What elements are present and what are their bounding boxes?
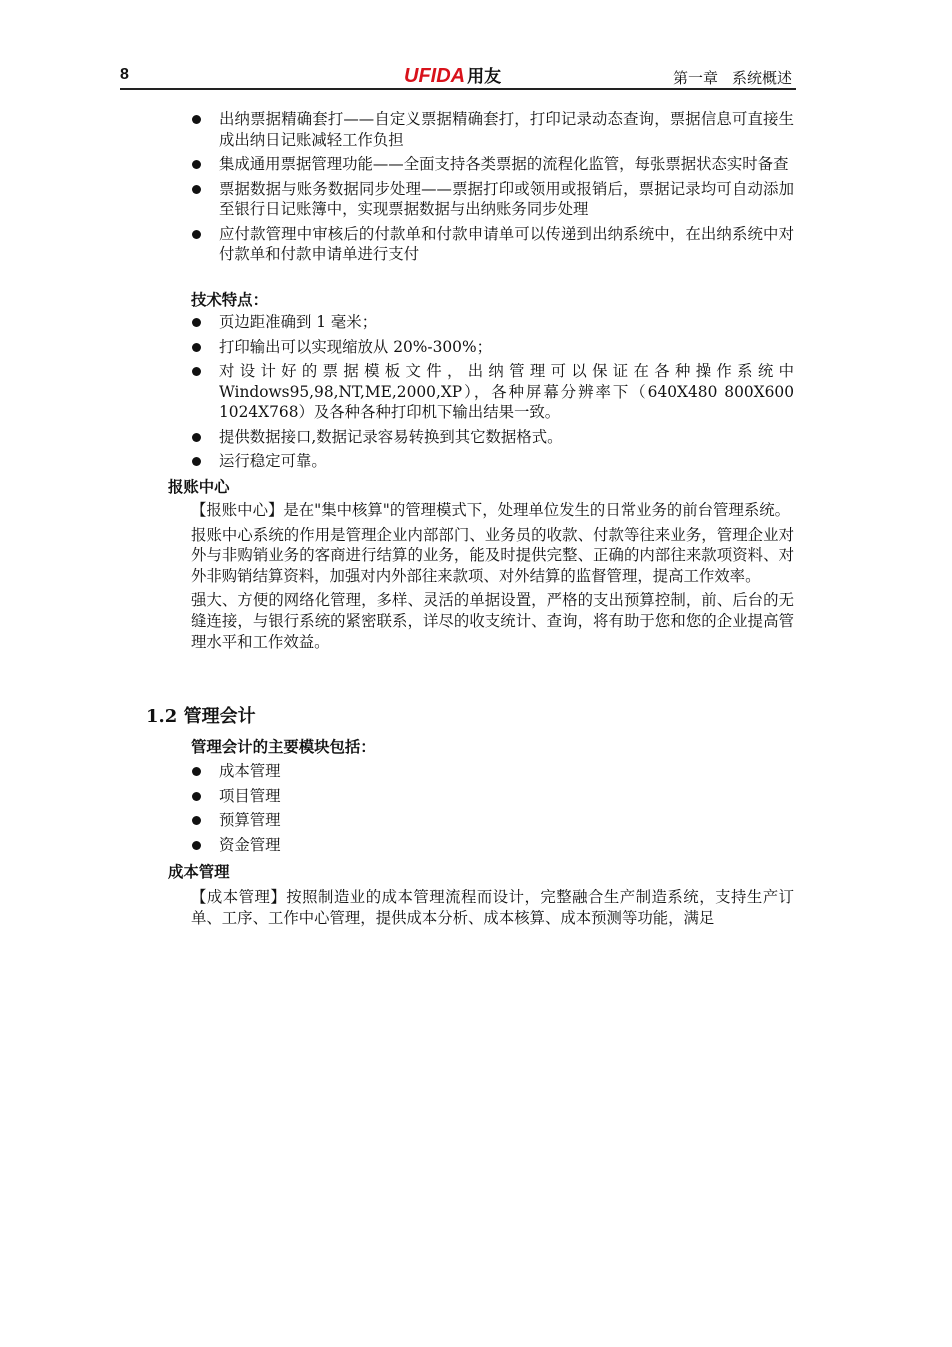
expense-center-paragraph: 【报账中心】是在"集中核算"的管理模式下，处理单位发生的日常业务的前台管理系统。 <box>191 501 791 519</box>
list-item: 资金管理 <box>0 835 794 856</box>
list-item: 票据数据与账务数据同步处理——票据打印或领用或报销后，票据记录均可自动添加至银行日记账簿中，实现票据数据与出纳账务同步处理 <box>0 179 794 220</box>
tech-block <box>0 290 952 476</box>
cost-management-block <box>0 862 952 932</box>
list-item: 对设计好的票据模板文件，出纳管理可以保证在各种操作系统中Windows95,98,NT,ME,2000,XP），各种屏幕分辨率下（640X480 800X600 1024X768）及各种各种打印机下输出结果一致。 <box>0 361 794 423</box>
cost-management-paragraph: 【成本管理】按照制造业的成本管理流程而设计，完整融合生产制造系统，支持生产订单、工序、工作中心管理，提供成本分析、成本核算、成本预测等功能，满足 <box>191 888 794 927</box>
page-number: 8 <box>120 66 129 83</box>
expense-center-paragraph: 强大、方便的网络化管理，多样、灵活的单据设置，严格的支出预算控制，前、后台的无缝连接，与银行系统的紧密联系，详尽的收支统计、查询，将有助于您和您的企业提高管理水平和工作效益。 <box>191 591 794 651</box>
module-list <box>0 761 952 855</box>
list-item: 预算管理 <box>0 810 794 831</box>
list-item: 运行稳定可靠。 <box>0 451 794 472</box>
chapter-label <box>673 67 792 88</box>
list-item: 打印输出可以实现缩放从 20%-300%； <box>0 337 794 358</box>
cost-management-heading: 成本管理 <box>168 863 230 881</box>
page-header <box>120 62 796 90</box>
expense-center-heading: 报账中心 <box>168 478 230 496</box>
expense-center-block <box>0 477 952 656</box>
chapter-number: 第一章 <box>672 69 718 87</box>
list-item: 出纳票据精确套打——自定义票据精确套打，打印记录动态查询，票据信息可直接生成出纳日记账减轻工作负担 <box>0 109 794 150</box>
logo-cn: 用友 <box>467 67 502 86</box>
expense-center-paragraph: 报账中心系统的作用是管理企业内部部门、业务员的收款、付款等往来业务，管理企业对外与非购销业务的客商进行结算的业务，能及时提供完整、正确的内部往来款项资料、对外非购销结算资料，加强对内外部往来款项、对外结算的监督管理，提高工作效率。 <box>191 525 794 585</box>
list-item: 项目管理 <box>0 786 794 807</box>
list-item: 页边距准确到 1 毫米； <box>0 312 794 333</box>
logo-brand: UFIDA <box>404 65 466 87</box>
tech-feature-list <box>0 312 952 472</box>
section-title: 1.2 管理会计 <box>146 706 256 727</box>
cashier-feature-list-block <box>0 109 952 269</box>
list-item: 应付款管理中审核后的付款单和付款申请单可以传递到出纳系统中，在出纳系统中对付款单和付款申请单进行支付 <box>0 224 794 265</box>
list-item: 集成通用票据管理功能——全面支持各类票据的流程化监管，每张票据状态实时备查 <box>0 154 794 175</box>
tech-heading: 技术特点： <box>191 291 268 309</box>
list-item: 成本管理 <box>0 761 794 782</box>
section-1-2-block <box>0 706 952 859</box>
list-item: 提供数据接口,数据记录容易转换到其它数据格式。 <box>0 427 794 448</box>
cashier-feature-list <box>0 109 952 265</box>
chapter-title: 系统概述 <box>731 69 792 87</box>
modules-heading: 管理会计的主要模块包括： <box>191 738 376 756</box>
ufida-logo <box>404 62 501 88</box>
